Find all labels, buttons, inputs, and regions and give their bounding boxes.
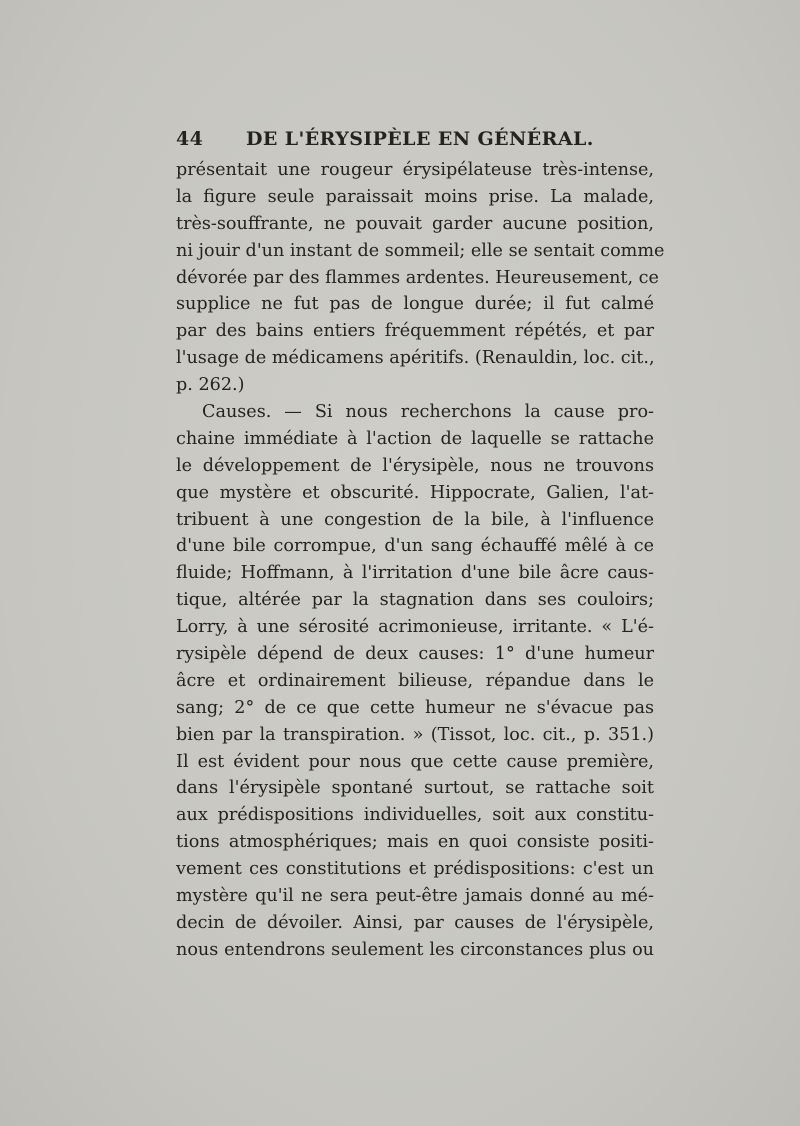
body-line: tribuent à une congestion de la bile, à l'influence xyxy=(176,509,654,530)
body-line: très-souffrante, ne pouvait garder aucune position, xyxy=(176,213,654,234)
body-line: dans l'érysipèle spontané surtout, se rattache soit xyxy=(176,778,654,799)
body-line: Il est évident pour nous que cette cause première, xyxy=(176,751,654,772)
text-block xyxy=(176,128,665,964)
body-line: sang; 2° de ce que cette humeur ne s'évacue pas xyxy=(176,697,654,718)
body-line: fluide; Hoffmann, à l'irritation d'une bile âcre caus- xyxy=(176,563,654,584)
body-line: tions atmosphériques; mais en quoi consiste positi- xyxy=(176,832,654,853)
body-line: que mystère et obscurité. Hippocrate, Galien, l'at- xyxy=(176,482,654,503)
body-line: chaine immédiate à l'action de laquelle se rattache xyxy=(176,428,654,449)
body-line: l'usage de médicamens apéritifs. (Renauldin, loc. cit., xyxy=(176,348,655,369)
body-line: p. 262.) xyxy=(176,375,245,396)
body-line: dévorée par des flammes ardentes. Heureusement, ce xyxy=(176,267,659,288)
running-head xyxy=(176,128,654,150)
body-line: Causes. — Si nous recherchons la cause pro- xyxy=(202,402,654,423)
body-line: tique, altérée par la stagnation dans ses couloirs; xyxy=(176,590,654,611)
body-line: bien par la transpiration. » (Tissot, loc. cit., p. 351.) xyxy=(176,724,654,745)
body-line: vement ces constitutions et prédispositions: c'est un xyxy=(176,859,654,880)
body-line: mystère qu'il ne sera peut-être jamais donné au mé- xyxy=(176,886,654,907)
body-line: le développement de l'érysipèle, nous ne trouvons xyxy=(176,455,654,476)
body-line: d'une bile corrompue, d'un sang échauffé mêlé à ce xyxy=(176,536,654,557)
running-title: DE L'ÉRYSIPÈLE EN GÉNÉRAL. xyxy=(246,128,594,150)
body-line: nous entendrons seulement les circonstances plus ou xyxy=(176,939,654,960)
body-line: présentait une rougeur érysipélateuse très-intense, xyxy=(176,160,654,180)
body-line: supplice ne fut pas de longue durée; il fut calmé xyxy=(176,294,654,315)
page-number: 44 xyxy=(176,128,204,150)
body-line: ni jouir d'un instant de sommeil; elle se sentait comme xyxy=(176,240,665,261)
body-line: la figure seule paraissait moins prise. La malade, xyxy=(176,186,654,207)
body-line: par des bains entiers fréquemment répétés, et par xyxy=(176,321,654,342)
body-line: rysipèle dépend de deux causes: 1° d'une humeur xyxy=(176,644,654,665)
body-line: aux prédispositions individuelles, soit aux constitu- xyxy=(176,805,654,826)
body-line: Lorry, à une sérosité acrimonieuse, irritante. « L'é- xyxy=(176,617,654,638)
body-line: decin de dévoiler. Ainsi, par causes de l'érysipèle, xyxy=(176,912,654,933)
body-line: âcre et ordinairement bilieuse, répandue dans le xyxy=(176,670,654,691)
